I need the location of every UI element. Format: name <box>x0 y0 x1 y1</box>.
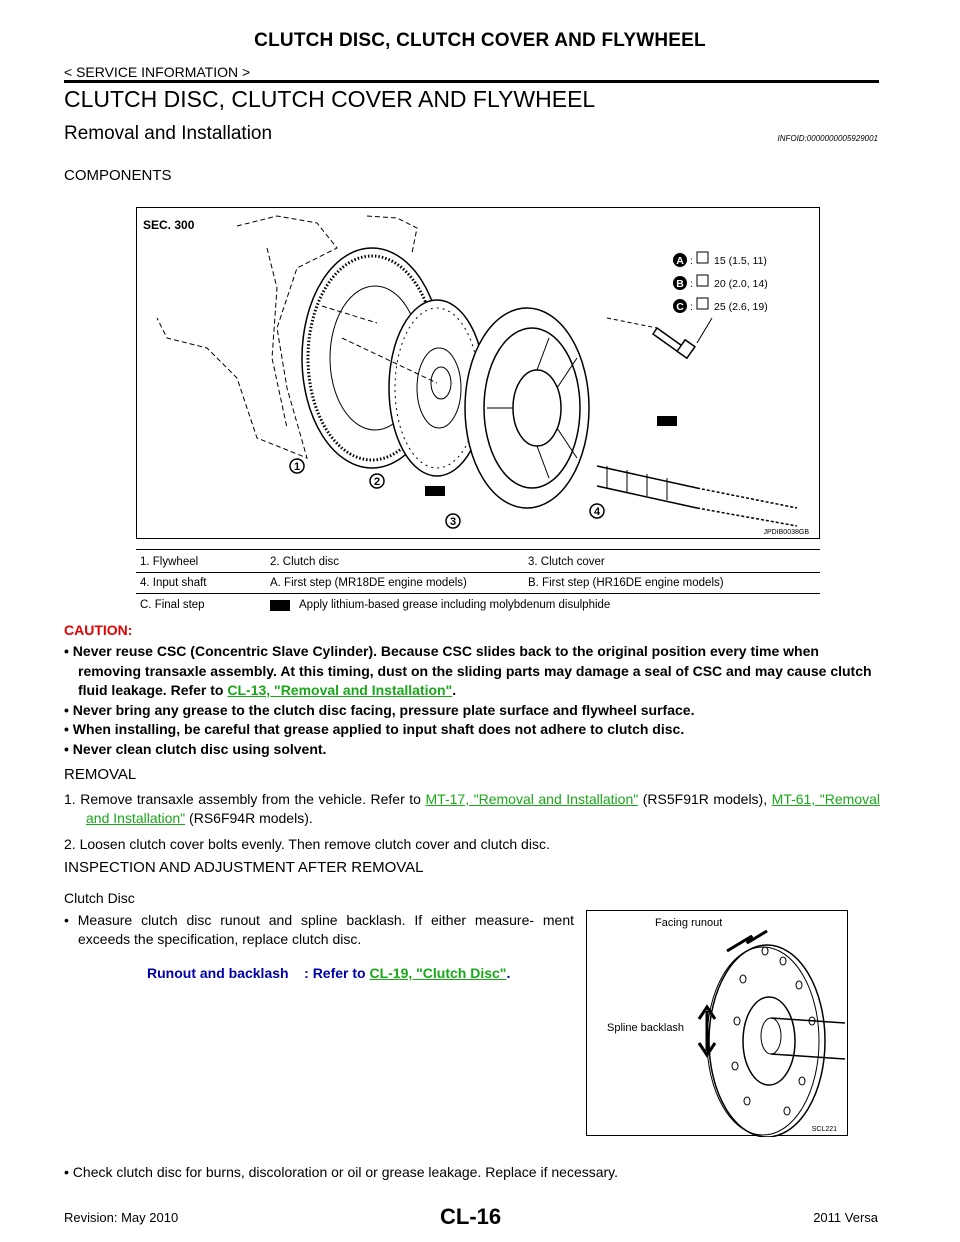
components-heading: COMPONENTS <box>64 167 172 184</box>
inspection-heading: INSPECTION AND ADJUSTMENT AFTER REMOVAL <box>64 859 424 876</box>
callout-1: 1 <box>293 461 301 473</box>
callout-3: 3 <box>449 516 457 528</box>
torque-key-a: A <box>676 255 684 267</box>
inspection-sub: Clutch Disc <box>64 890 135 906</box>
torque-value-b: 20 (2.0, 14) <box>714 278 768 290</box>
footer-revision: Revision: May 2010 <box>64 1210 179 1225</box>
caution-label: CAUTION: <box>64 622 133 638</box>
torque-value-a: 15 (1.5, 11) <box>714 255 767 267</box>
inspection-bullet-2: • Check clutch disc for burns, discoloration or oil or grease leakage. Replace if necessary. <box>64 1164 619 1180</box>
runout-spec: Runout and backlash : Refer to CL-19, "Clutch Disc". <box>147 965 511 981</box>
sec-label: SEC. 300 <box>143 218 195 232</box>
callout-4: 4 <box>593 506 601 518</box>
grease-icon <box>270 600 290 611</box>
torque-key-b: B <box>676 278 684 290</box>
torque-value-c: 25 (2.6, 19) <box>714 301 768 313</box>
removal-step-2: 2. Loosen clutch cover bolts evenly. Then remove clutch cover and clutch disc. <box>64 836 550 852</box>
removal-steps <box>64 790 880 854</box>
legend-divider <box>136 572 820 573</box>
legend-item: C. Final step <box>140 599 205 611</box>
input-shaft-icon <box>597 466 797 526</box>
link-mt-17[interactable]: MT-17, "Removal and Installation" <box>425 791 639 807</box>
removal-step-1: 1. Remove transaxle assembly from the vehicle. Refer to MT-17, "Removal and Installation" (RS5F91R models), MT-61, "Removal and Installation" (RS6F94R models). <box>64 791 880 826</box>
figure-code: JPDIB0038GB <box>763 529 809 536</box>
svg-text::: : <box>690 255 693 267</box>
link-cl-13[interactable]: CL-13, "Removal and Installation" <box>227 682 453 698</box>
clutch-cover-icon <box>465 308 589 508</box>
components-diagram <box>137 208 821 540</box>
facing-runout-label: Facing runout <box>655 917 723 929</box>
footer-page-number: CL-16 <box>440 1204 502 1229</box>
components-figure <box>136 207 820 539</box>
spline-backlash-label: Spline backlash <box>607 1022 685 1034</box>
breadcrumb: < SERVICE INFORMATION > <box>64 64 251 80</box>
header-title: CLUTCH DISC, CLUTCH COVER AND FLYWHEEL <box>254 30 706 51</box>
legend-item: Apply lithium-based grease including molybdenum disulphide <box>299 599 611 611</box>
inspection-bullet-1: • Measure clutch disc runout and spline backlash. If either measure- ment exceeds the specification, replace clutch disc. <box>64 912 574 947</box>
svg-text::: : <box>690 301 693 313</box>
legend-item: 1. Flywheel <box>140 556 199 568</box>
caution-item: • Never bring any grease to the clutch disc facing, pressure plate surface and flywheel surface. <box>64 701 695 718</box>
section-title: Removal and Installation <box>64 123 273 144</box>
caution-item: • Never reuse CSC (Concentric Slave Cylinder). Because CSC slides back to the original position every time when removing transaxle assembly. At this timing, dust on the sliding parts may damage a seal of CSC and may cause clutch fluid leakage. Refer to CL-13, "Removal and Installation". <box>64 643 872 698</box>
removal-heading: REMOVAL <box>64 766 137 783</box>
page-title: CLUTCH DISC, CLUTCH COVER AND FLYWHEEL <box>64 86 596 112</box>
figure-code: SCL221 <box>811 1126 837 1133</box>
caution-item: • Never clean clutch disc using solvent. <box>64 740 327 757</box>
legend-divider <box>136 549 820 550</box>
link-mt-61[interactable]: MT-61, "Removal and Installation" <box>86 791 880 826</box>
caution-item: • When installing, be careful that grease applied to input shaft does not adhere to clutch disc. <box>64 721 685 737</box>
torque-key-c: C <box>676 301 684 313</box>
bolt-icon <box>607 318 712 358</box>
clutch-disc-diagram <box>587 911 849 1137</box>
link-cl-19[interactable]: CL-19, "Clutch Disc" <box>369 965 507 981</box>
footer-model: 2011 Versa <box>813 1210 878 1225</box>
header-rule <box>64 80 879 83</box>
legend-item: 4. Input shaft <box>140 577 207 589</box>
clutch-disc-figure <box>586 910 848 1136</box>
legend-item: 2. Clutch disc <box>270 556 340 568</box>
info-id: INFOID:0000000005929001 <box>777 134 878 143</box>
legend-divider <box>136 593 820 594</box>
svg-text::: : <box>690 278 693 290</box>
legend-item: B. First step (HR16DE engine models) <box>528 577 724 589</box>
legend-item: A. First step (MR18DE engine models) <box>270 577 467 589</box>
caution-list <box>64 642 884 759</box>
callout-2: 2 <box>373 476 381 488</box>
legend-item: 3. Clutch cover <box>528 556 605 568</box>
